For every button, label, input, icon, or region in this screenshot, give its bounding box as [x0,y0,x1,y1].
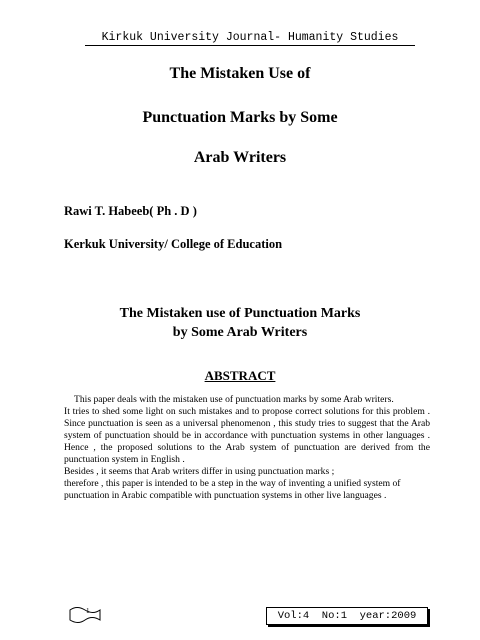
author-name: Rawi T. Habeeb( Ph . D ) [64,204,197,218]
page-number: 1 [86,607,90,615]
abstract-paragraph-3: Besides , it seems that Arab writers differ in using punctuation marks ; [64,466,335,477]
english-title-line-2: by Some Arab Writers [172,325,308,340]
abstract-paragraph-4: therefore , this paper is intended to be a step in the way of inventing a unified system of punctuation in Arabic compatible with punctuation systems in other live languages . [64,478,401,501]
volume-info-box: Vol:4 No:1 year:2009 [266,607,428,625]
paper-title-line-3: Arab Writers [193,149,287,166]
abstract-paragraph-1: This paper deals with the mistaken use of punctuation marks by some Arab writers. [74,394,394,405]
running-header: Kirkuk University Journal- Humanity Studies [85,30,415,46]
author-affiliation: Kerkuk University/ College of Education [64,237,283,251]
abstract-heading: ABSTRACT [204,368,276,383]
page-number-flag-icon [68,604,102,624]
abstract-body [64,394,430,502]
english-title-line-1: The Mistaken use of Punctuation Marks [119,306,361,321]
paper-title-line-2: Punctuation Marks by Some [142,109,338,126]
paper-title-line-1: The Mistaken Use of [169,65,311,82]
abstract-paragraph-2: It tries to shed some light on such mistakes and to propose correct solutions for this problem . Since punctuation is seen as a universal phenomenon , this study tries to suggest that the Arab system of punctuation should be in accordance with punctuation systems in other languages . Hence , the proposed solutions to the Arab system of punctuation are derived from the punctuation system in English . [64,406,430,465]
